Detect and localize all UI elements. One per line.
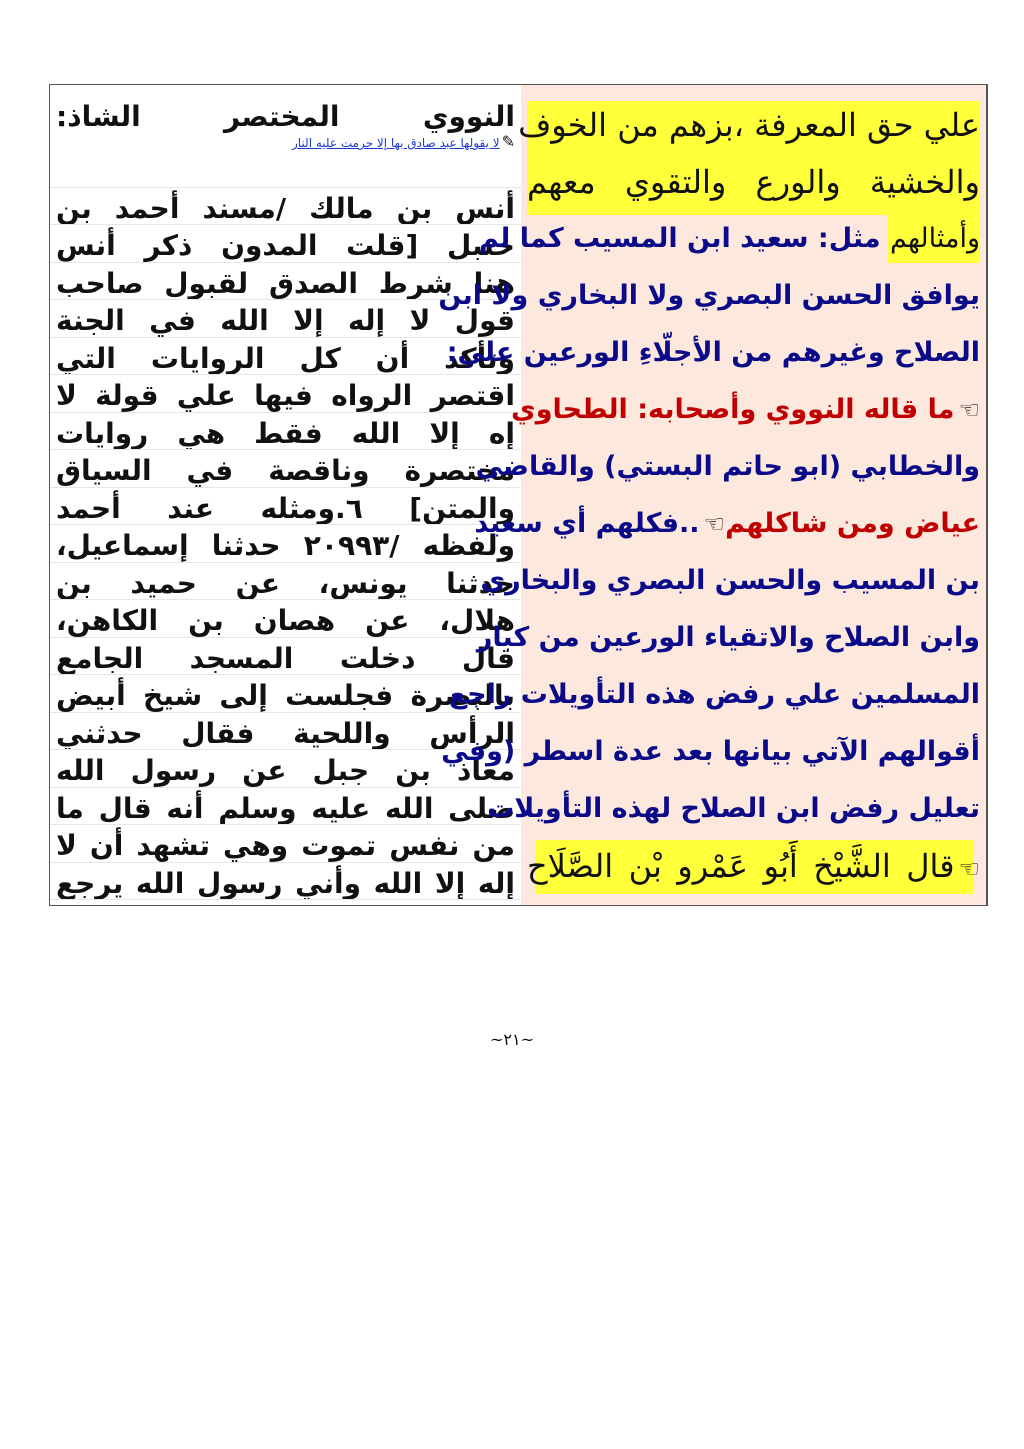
row-rule — [50, 824, 521, 825]
left-line-7 — [56, 376, 515, 416]
right-line-8-red: عياض ومن شاكلهم — [725, 508, 980, 539]
row-rule — [50, 412, 521, 413]
left-line-7-text: اقتصر الرواه فيها علي قولة لا — [56, 379, 515, 412]
left-line-13 — [56, 601, 515, 641]
left-line-15-text: بالبصرة فجلست إلى شيخ أبيض — [56, 679, 515, 712]
hand-pointing-icon: ☜ — [958, 396, 980, 424]
right-line-14 — [527, 846, 980, 889]
right-line-12-text: أقوالهم الآتي بيانها بعد عدة اسطر (وفي — [441, 736, 980, 767]
left-line-18 — [56, 789, 515, 829]
right-line-4-text: يوافق الحسن البصري ولا البخاري ولا ابن — [438, 280, 980, 311]
hand-pointing-icon: ☜ — [958, 855, 980, 883]
right-line-3 — [479, 219, 980, 259]
left-line-20 — [56, 864, 515, 904]
left-line-2 — [56, 189, 515, 229]
right-column — [438, 85, 987, 905]
right-line-14-text: قال الشَّيْخ أَبُو عَمْرو بْن الصَّلَاح — [527, 847, 955, 885]
left-line-3-text: حنبل [قلت المدون ذكر أنس — [56, 229, 515, 262]
right-line-2 — [527, 162, 980, 202]
left-line-9 — [56, 451, 515, 491]
left-line-6-text: وتأكد أن كل الروايات التي — [56, 341, 515, 375]
right-line-8-rest: ..فكلهم أي سعيد — [474, 508, 700, 539]
left-line-19 — [56, 826, 515, 866]
left-column — [50, 85, 521, 905]
row-rule — [50, 449, 521, 450]
left-line-12 — [56, 564, 515, 604]
right-line-2-text: والخشية والورع والتقوي معهم — [527, 163, 980, 201]
right-line-13-text: تعليل رفض ابن الصلاح لهذه التأويلات — [487, 793, 980, 824]
right-line-12 — [441, 732, 980, 772]
left-line-14-text: قال دخلت المسجد الجامع — [56, 641, 515, 675]
left-line-4-text: هنا شرط الصدق لقبول صاحب — [56, 266, 515, 300]
right-line-8 — [474, 504, 980, 544]
left-line-17-text: معاذ بن جبل عن رسول الله — [56, 754, 515, 787]
row-rule — [50, 899, 521, 900]
right-line-13 — [487, 789, 980, 829]
left-line-1-text: النووي المختصر الشاذ: — [56, 100, 515, 133]
row-rule — [50, 224, 521, 225]
left-line-10 — [56, 489, 515, 529]
right-line-10 — [476, 618, 980, 658]
left-line-2-text: أنس بن مالك /مسند أحمد بن — [56, 191, 515, 225]
row-rule — [50, 487, 521, 488]
left-line-10-text: والمتن] ٦.ومثله عند أحمد — [56, 491, 515, 525]
left-line-11 — [56, 526, 515, 566]
left-line-19-text: من نفس تموت وهي تشهد أن لا — [56, 829, 515, 862]
right-line-10-text: وابن الصلاح والاتقياء الورعين من كبار — [476, 622, 980, 653]
hand-pointing-icon: ☜ — [703, 510, 726, 538]
right-line-6 — [510, 390, 980, 430]
row-rule — [50, 599, 521, 600]
left-line-3 — [56, 226, 515, 266]
highlighted-word: وأمثالهم — [889, 223, 980, 254]
right-line-9 — [480, 561, 980, 601]
right-line-3-rest: مثل: سعيد ابن المسيب كما لم — [479, 223, 890, 254]
left-line-8-text: إه إلا الله فقط هي روايات — [56, 416, 515, 450]
right-line-11 — [448, 675, 980, 715]
left-line-15 — [56, 676, 515, 716]
left-line-14 — [56, 639, 515, 679]
row-rule — [50, 374, 521, 375]
right-line-1 — [518, 105, 980, 145]
page-number: ~٢١~ — [490, 1030, 534, 1049]
left-line-20-text: إله إلا الله وأني رسول الله يرجع — [56, 866, 515, 900]
right-line-5-text: الصلاح وغيرهم من الأجلّاءِ الورعين علي: — [446, 337, 980, 368]
left-line-1 — [56, 97, 515, 137]
right-line-6-red: ما قاله النووي وأصحابه: الطحاوي — [510, 394, 955, 425]
row-rule — [50, 262, 521, 263]
right-line-4 — [438, 276, 980, 316]
row-rule — [50, 187, 521, 188]
right-line-7-text: والخطابي (ابو حاتم البستي) والقاضي — [475, 451, 980, 482]
left-line-16-text: الرأس واللحية فقال حدثني — [56, 716, 515, 750]
footnote-text: لا يقولها عبد صادق بها إلا حرمت عليه النار — [291, 136, 500, 150]
row-rule — [50, 862, 521, 863]
left-line-13-text: هلال، عن هصان بن الكاهن، — [56, 604, 515, 637]
left-line-8 — [56, 414, 515, 454]
left-line-11-text: ولفظه /٢٠٩٩٣ حدثنا إسماعيل، — [56, 529, 515, 562]
right-line-7 — [475, 447, 980, 487]
row-rule — [50, 787, 521, 788]
footnote-marker-icon: ✎ — [501, 132, 515, 151]
right-line-5 — [446, 333, 980, 373]
right-line-1-text: علي حق المعرفة ،بزهم من الخوف — [518, 106, 980, 144]
left-line-12-text: حدثنا يونس، عن حميد بن — [56, 566, 515, 600]
right-line-9-text: بن المسيب والحسن البصري والبخاري — [480, 565, 980, 596]
left-line-9-text: مختصرة وناقصة في السياق — [56, 454, 515, 487]
row-rule — [50, 562, 521, 563]
row-rule — [50, 524, 521, 525]
row-rule — [50, 637, 521, 638]
two-column-page-table — [49, 84, 988, 906]
left-line-5-text: قول لا إله إلا الله في الجنة — [56, 304, 515, 337]
right-line-11-text: المسلمين علي رفض هذه التأويلات راجع — [448, 679, 980, 710]
left-line-18-text: صلى الله عليه وسلم أنه قال ما — [56, 791, 515, 825]
